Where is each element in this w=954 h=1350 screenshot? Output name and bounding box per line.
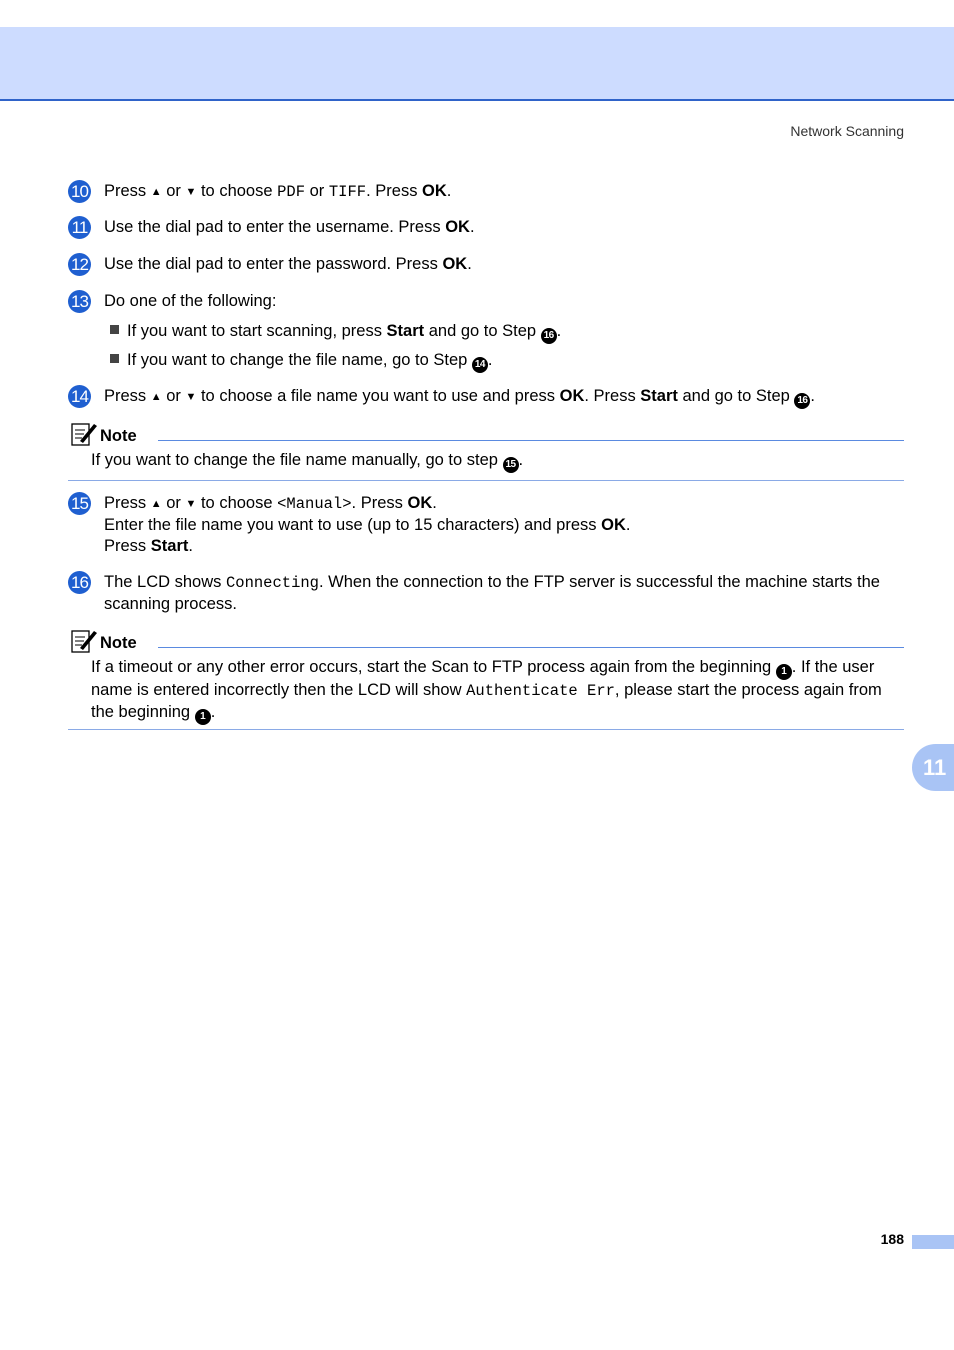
note-divider <box>158 440 904 441</box>
step-ref-16: 16 <box>541 328 557 344</box>
page-number: 188 <box>880 1231 904 1247</box>
note-bottom-rule <box>68 729 904 730</box>
step-12: 12 Use the dial pad to enter the password. Press OK. <box>68 254 904 275</box>
up-arrow-icon: ▲ <box>150 186 162 198</box>
bullet-change-file-name: If you want to change the file name, go to Step 14 . <box>110 350 492 373</box>
key-start: Start <box>640 387 678 405</box>
step-number-badge: 13 <box>68 290 91 313</box>
top-header-band <box>0 27 954 101</box>
up-arrow-icon: ▲ <box>150 498 162 510</box>
step-11: 11 Use the dial pad to enter the username. Press OK. <box>68 217 904 238</box>
key-ok: OK <box>601 516 626 534</box>
step-ref-14: 14 <box>472 357 488 373</box>
note-pencil-icon <box>70 421 98 447</box>
down-arrow-icon: ▼ <box>185 498 197 510</box>
step-10: 10 Press ▲ or ▼ to choose PDF or TIFF. Press OK. <box>68 181 904 203</box>
note-text: If you want to change the file name manually, go to step 15 . <box>91 450 900 473</box>
bullet-start-scanning: If you want to start scanning, press Start and go to Step 16 . <box>110 321 561 344</box>
up-arrow-icon: ▲ <box>150 391 162 403</box>
step-number-badge: 16 <box>68 571 91 594</box>
square-bullet-icon <box>110 354 119 363</box>
step-number-badge: 11 <box>68 216 91 239</box>
section-title: Network Scanning <box>790 123 904 139</box>
square-bullet-icon <box>110 325 119 334</box>
note-label: Note <box>100 634 137 652</box>
step-number-badge: 15 <box>68 492 91 515</box>
step-number-badge: 10 <box>68 180 91 203</box>
key-ok: OK <box>407 494 433 512</box>
note-label: Note <box>100 427 137 445</box>
note-pencil-icon <box>70 628 98 654</box>
lcd-option-manual: <Manual> <box>277 495 352 513</box>
step-13: 13 Do one of the following: <box>68 291 904 312</box>
key-start: Start <box>150 537 189 555</box>
note-bottom-rule <box>68 480 904 481</box>
key-ok: OK <box>559 387 585 405</box>
key-ok: OK <box>445 218 470 236</box>
note-divider <box>158 647 904 648</box>
step-ref-1: 1 <box>776 664 792 680</box>
note-text: If a timeout or any other error occurs, start the Scan to FTP process again from the beginning 1 . If the user name is entered incorrectly then the LCD will show Authenticate Err, please start the process again from the beginning 1 . <box>91 657 900 725</box>
step-number-badge: 14 <box>68 385 91 408</box>
lcd-message-connecting: Connecting <box>225 574 319 592</box>
lcd-option-pdf: PDF <box>277 183 306 201</box>
step-number-badge: 12 <box>68 253 91 276</box>
down-arrow-icon: ▼ <box>185 186 197 198</box>
step-ref-15: 15 <box>503 457 519 473</box>
step-ref-1: 1 <box>195 709 211 725</box>
step-15: 15 Press ▲ or ▼ to choose <Manual>. Press OK. Enter the file name you want to use (up to 15 characters) and press OK. Press Start. <box>68 493 904 557</box>
step-ref-16: 16 <box>794 393 810 409</box>
down-arrow-icon: ▼ <box>185 391 197 403</box>
step-14: 14 Press ▲ or ▼ to choose a file name you want to use and press OK. Press Start and go to Step 16 . <box>68 386 904 409</box>
page-number-block <box>912 1235 954 1249</box>
lcd-message-authenticate-err: Authenticate Err <box>466 682 615 700</box>
chapter-tab: 11 <box>912 744 954 791</box>
key-ok: OK <box>422 182 447 200</box>
lcd-option-tiff: TIFF <box>328 183 367 201</box>
key-start: Start <box>386 322 425 340</box>
key-ok: OK <box>442 255 468 273</box>
step-16: 16 The LCD shows Connecting. When the connection to the FTP server is successful the machine starts the scanning process. <box>68 572 904 615</box>
